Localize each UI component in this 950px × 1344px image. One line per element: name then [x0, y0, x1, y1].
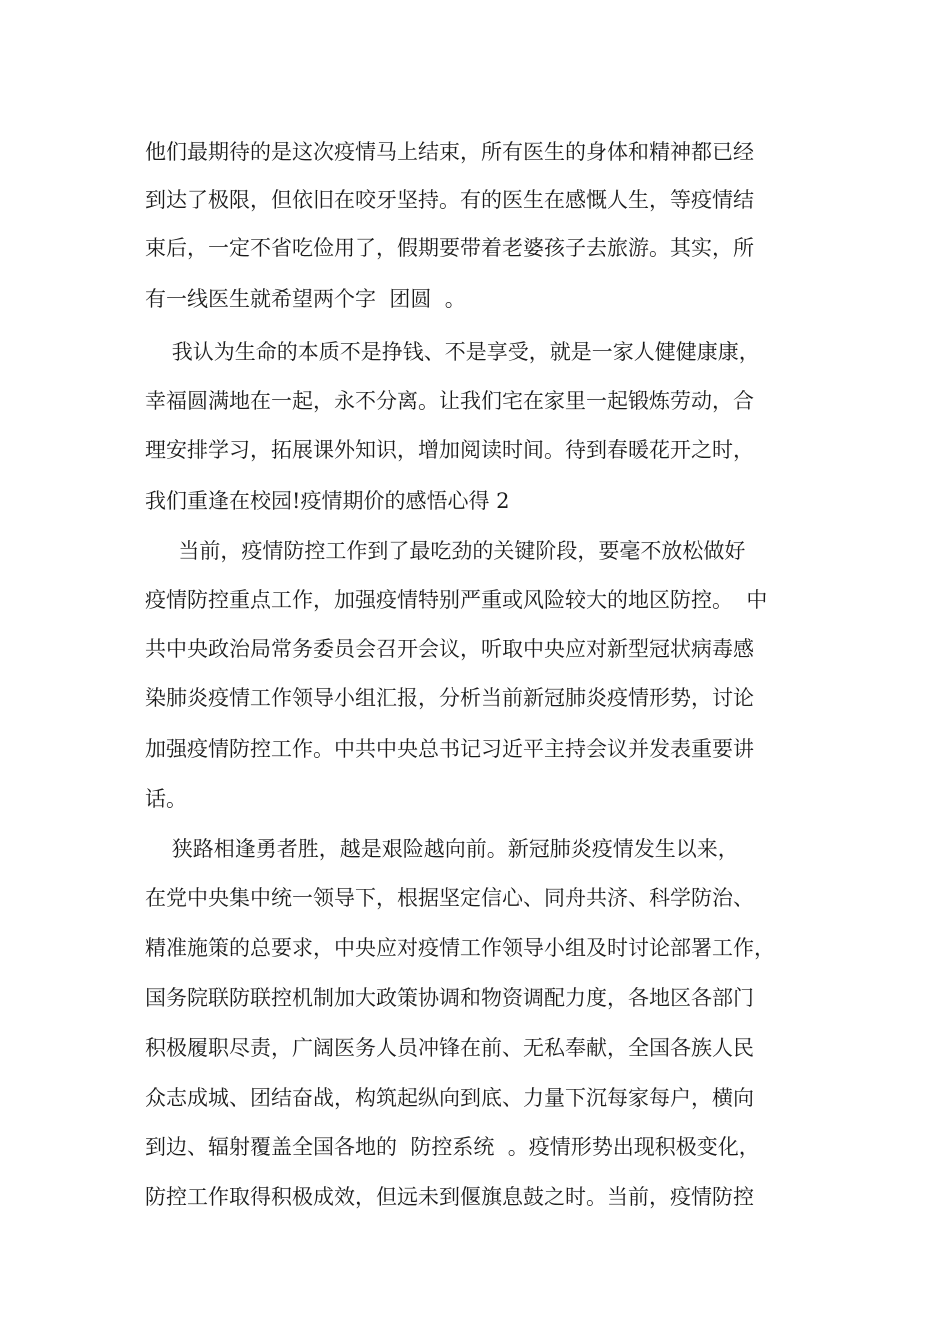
- text-line-4: 有一线医生就希望两个字 团圆 。: [145, 287, 466, 311]
- text-line-15: 狭路相逢勇者胜，越是艰险越向前。新冠肺炎疫情发生以来，: [145, 837, 739, 861]
- text-line-19: 积极履职尽责，广阔医务人员冲锋在前、无私奉献，全国各族人民: [145, 1036, 754, 1060]
- text-line-20: 众志成城、团结奋战，构筑起纵向到底、力量下沉每家每户，横向: [145, 1086, 754, 1110]
- text-line-3: 束后，一定不省吃俭用了，假期要带着老婆孩子去旅游。其实，所: [145, 236, 754, 260]
- text-line-8: 我们重逢在校园!疫情期价的感悟心得 2: [145, 489, 510, 513]
- text-line-9: 当前，疫情防控工作到了最吃劲的关键阶段，要毫不放松做好: [145, 539, 746, 563]
- text-line-2: 到达了极限，但依旧在咬牙坚持。有的医生在感慨人生，等疫情结: [145, 188, 754, 212]
- text-line-17: 精准施策的总要求，中央应对疫情工作领导小组及时讨论部署工作，: [145, 936, 775, 960]
- text-line-16: 在党中央集中统一领导下，根据坚定信心、同舟共济、科学防治、: [145, 886, 754, 910]
- text-line-6: 幸福圆满地在一起，永不分离。让我们宅在家里一起锻炼劳动，合: [145, 389, 754, 413]
- text-line-12: 染肺炎疫情工作领导小组汇报，分析当前新冠肺炎疫情形势，讨论: [145, 686, 754, 710]
- text-line-10: 疫情防控重点工作，加强疫情特别严重或风险较大的地区防控。 中: [145, 588, 768, 612]
- text-line-7: 理安排学习，拓展课外知识，增加阅读时间。待到春暖花开之时，: [145, 438, 754, 462]
- text-line-22: 防控工作取得积极成效，但远未到偃旗息鼓之时。当前，疫情防控: [145, 1185, 754, 1209]
- text-line-18: 国务院联防联控机制加大政策协调和物资调配力度，各地区各部门: [145, 986, 754, 1010]
- text-line-14: 话。: [145, 787, 187, 811]
- text-line-21: 到边、辐射覆盖全国各地的 防控系统 。疫情形势出现积极变化，: [145, 1135, 760, 1159]
- text-line-1: 他们最期待的是这次疫情马上结束，所有医生的身体和精神都已经: [145, 140, 754, 164]
- text-line-13: 加强疫情防控工作。中共中央总书记习近平主持会议并发表重要讲: [145, 737, 754, 761]
- text-line-11: 共中央政治局常务委员会召开会议，听取中央应对新型冠状病毒感: [145, 637, 754, 661]
- text-line-5: 我认为生命的本质不是挣钱、不是享受，就是一家人健健康康，: [145, 340, 760, 364]
